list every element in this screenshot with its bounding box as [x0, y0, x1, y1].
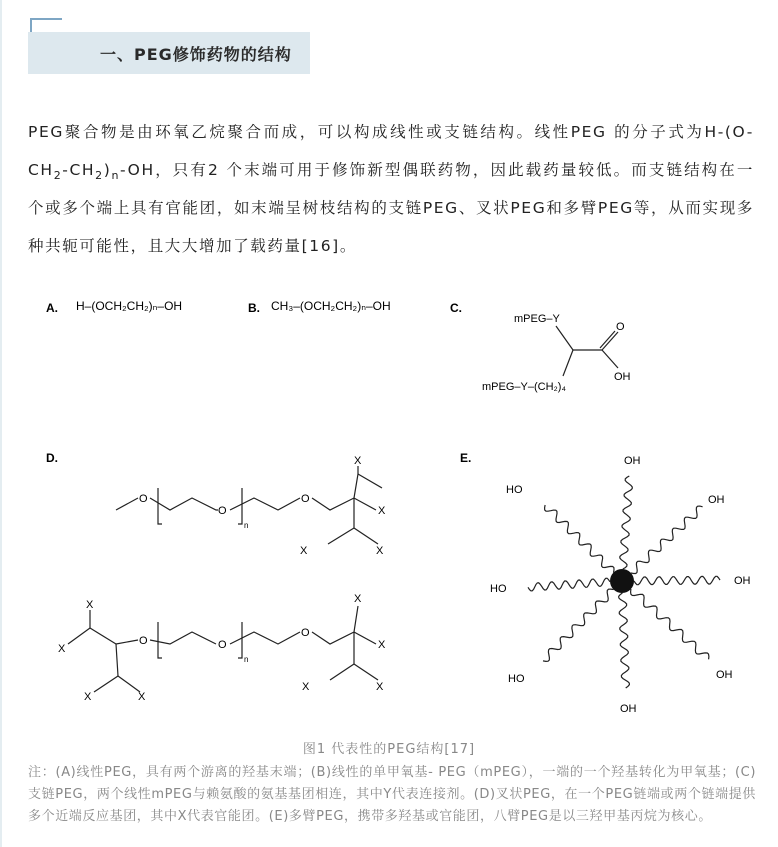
panel-e-oh-top: OH: [624, 455, 641, 467]
panel-d-bottom-x3: X: [84, 691, 92, 703]
panel-d-top-n: n: [244, 521, 249, 530]
panel-e-arm: [619, 593, 630, 688]
panel-e-oh-upper-right: OH: [708, 494, 725, 506]
panel-d-top-x4: X: [376, 545, 384, 557]
panel-b-formula: CH₃–(OCH₂CH₂)ₙ–OH: [271, 299, 391, 313]
panel-d-label: D.: [46, 451, 58, 465]
panel-d-bottom-o3: O: [301, 627, 310, 639]
section-heading: 一、PEG修饰药物的结构: [100, 44, 292, 64]
panel-e-ho-left: HO: [490, 583, 507, 595]
panel-d-bottom-x6: X: [378, 639, 386, 651]
panel-d-top-molecule: [116, 466, 382, 544]
panel-e-oh-bottom: OH: [620, 703, 637, 715]
panel-d-bottom-x5: X: [354, 593, 362, 605]
panel-d-top-x2: X: [378, 505, 386, 517]
panel-e-arm: [634, 576, 720, 584]
panel-a-label: A.: [46, 301, 58, 315]
panel-e-ho-lower-left: HO: [508, 673, 525, 685]
panel-e-arm: [545, 505, 614, 573]
body-paragraph: PEG聚合物是由环氧乙烷聚合而成，可以构成线性或支链结构。线性PEG 的分子式为$H-(O-CH_2-CH_2)_n-OH$，只有2 个末端可用于修饰新型偶联药物，因此载药量较低。而支链结构在一个或多个端上具有官能团，如末端呈树枝结构的支链PEG、叉状PEG和多臂PEG等，从而实现多种共轭可能性，且大大增加了载药量[16]。: [28, 123, 754, 255]
panel-d-bottom-o2: O: [218, 639, 227, 651]
panel-d-bottom-n: n: [244, 655, 249, 664]
panel-c-skeleton: [556, 326, 618, 376]
panel-d-top-x1: X: [354, 455, 362, 467]
panel-e-arm: [528, 578, 610, 591]
panel-e-core: [610, 569, 634, 593]
panel-d-bottom-x7: X: [302, 681, 310, 693]
panel-e-oh-lower-right: OH: [716, 669, 733, 681]
panel-e-oh-right: OH: [734, 575, 751, 587]
panel-c-label: C.: [450, 301, 462, 315]
panel-d-bottom-x4: X: [138, 691, 146, 703]
panel-e-ho-upper-left: HO: [506, 484, 523, 496]
panel-c-hydroxyl: OH: [614, 371, 631, 383]
left-border: [0, 0, 2, 847]
panel-c-oxygen: O: [616, 321, 625, 333]
panel-b-label: B.: [248, 301, 260, 315]
panel-d-bottom-x1: X: [86, 599, 94, 611]
panel-a-formula: H–(OCH₂CH₂)ₙ–OH: [76, 299, 183, 313]
panel-e-arm: [631, 589, 709, 659]
peg-structures-svg: [28, 288, 758, 728]
panel-d-bottom-x8: X: [376, 681, 384, 693]
panel-e-arm: [620, 476, 633, 569]
panel-c-top-label: mPEG–Y: [514, 313, 560, 325]
panel-d-top-x3: X: [300, 545, 308, 557]
panel-d-bottom-x2: X: [58, 643, 66, 655]
panel-d-bottom-o1: O: [139, 635, 148, 647]
panel-d-top-o3: O: [301, 493, 310, 505]
panel-c-bottom-label: mPEG–Y–(CH₂)₄: [482, 381, 566, 393]
panel-e-arm: [631, 506, 703, 573]
panel-d-top-o2: O: [218, 505, 227, 517]
figure-note: 注：(A)线性PEG，具有两个游离的羟基末端；(B)线性的单甲氧基- PEG（mPEG），一端的一个羟基转化为甲氧基；(C)支链PEG，两个线性mPEG与赖氨酸的氨基基团相连，其中Y代表连接剂。(D)叉状PEG，在一个PEG链端或两个链端提供多个近端反应基团，其中X代表官能团。(E)多臂PEG，携带多羟基或官能团，八臂PEG是以三羟甲基丙烷为核心。: [28, 765, 756, 824]
peg-structure-figure: [28, 288, 758, 728]
section-heading-box: [28, 32, 310, 74]
panel-e-label: E.: [460, 451, 472, 465]
figure-caption: 图1 代表性的PEG结构[17]: [302, 742, 476, 757]
panel-d-top-o1: O: [139, 493, 148, 505]
panel-e-arm: [543, 589, 614, 661]
